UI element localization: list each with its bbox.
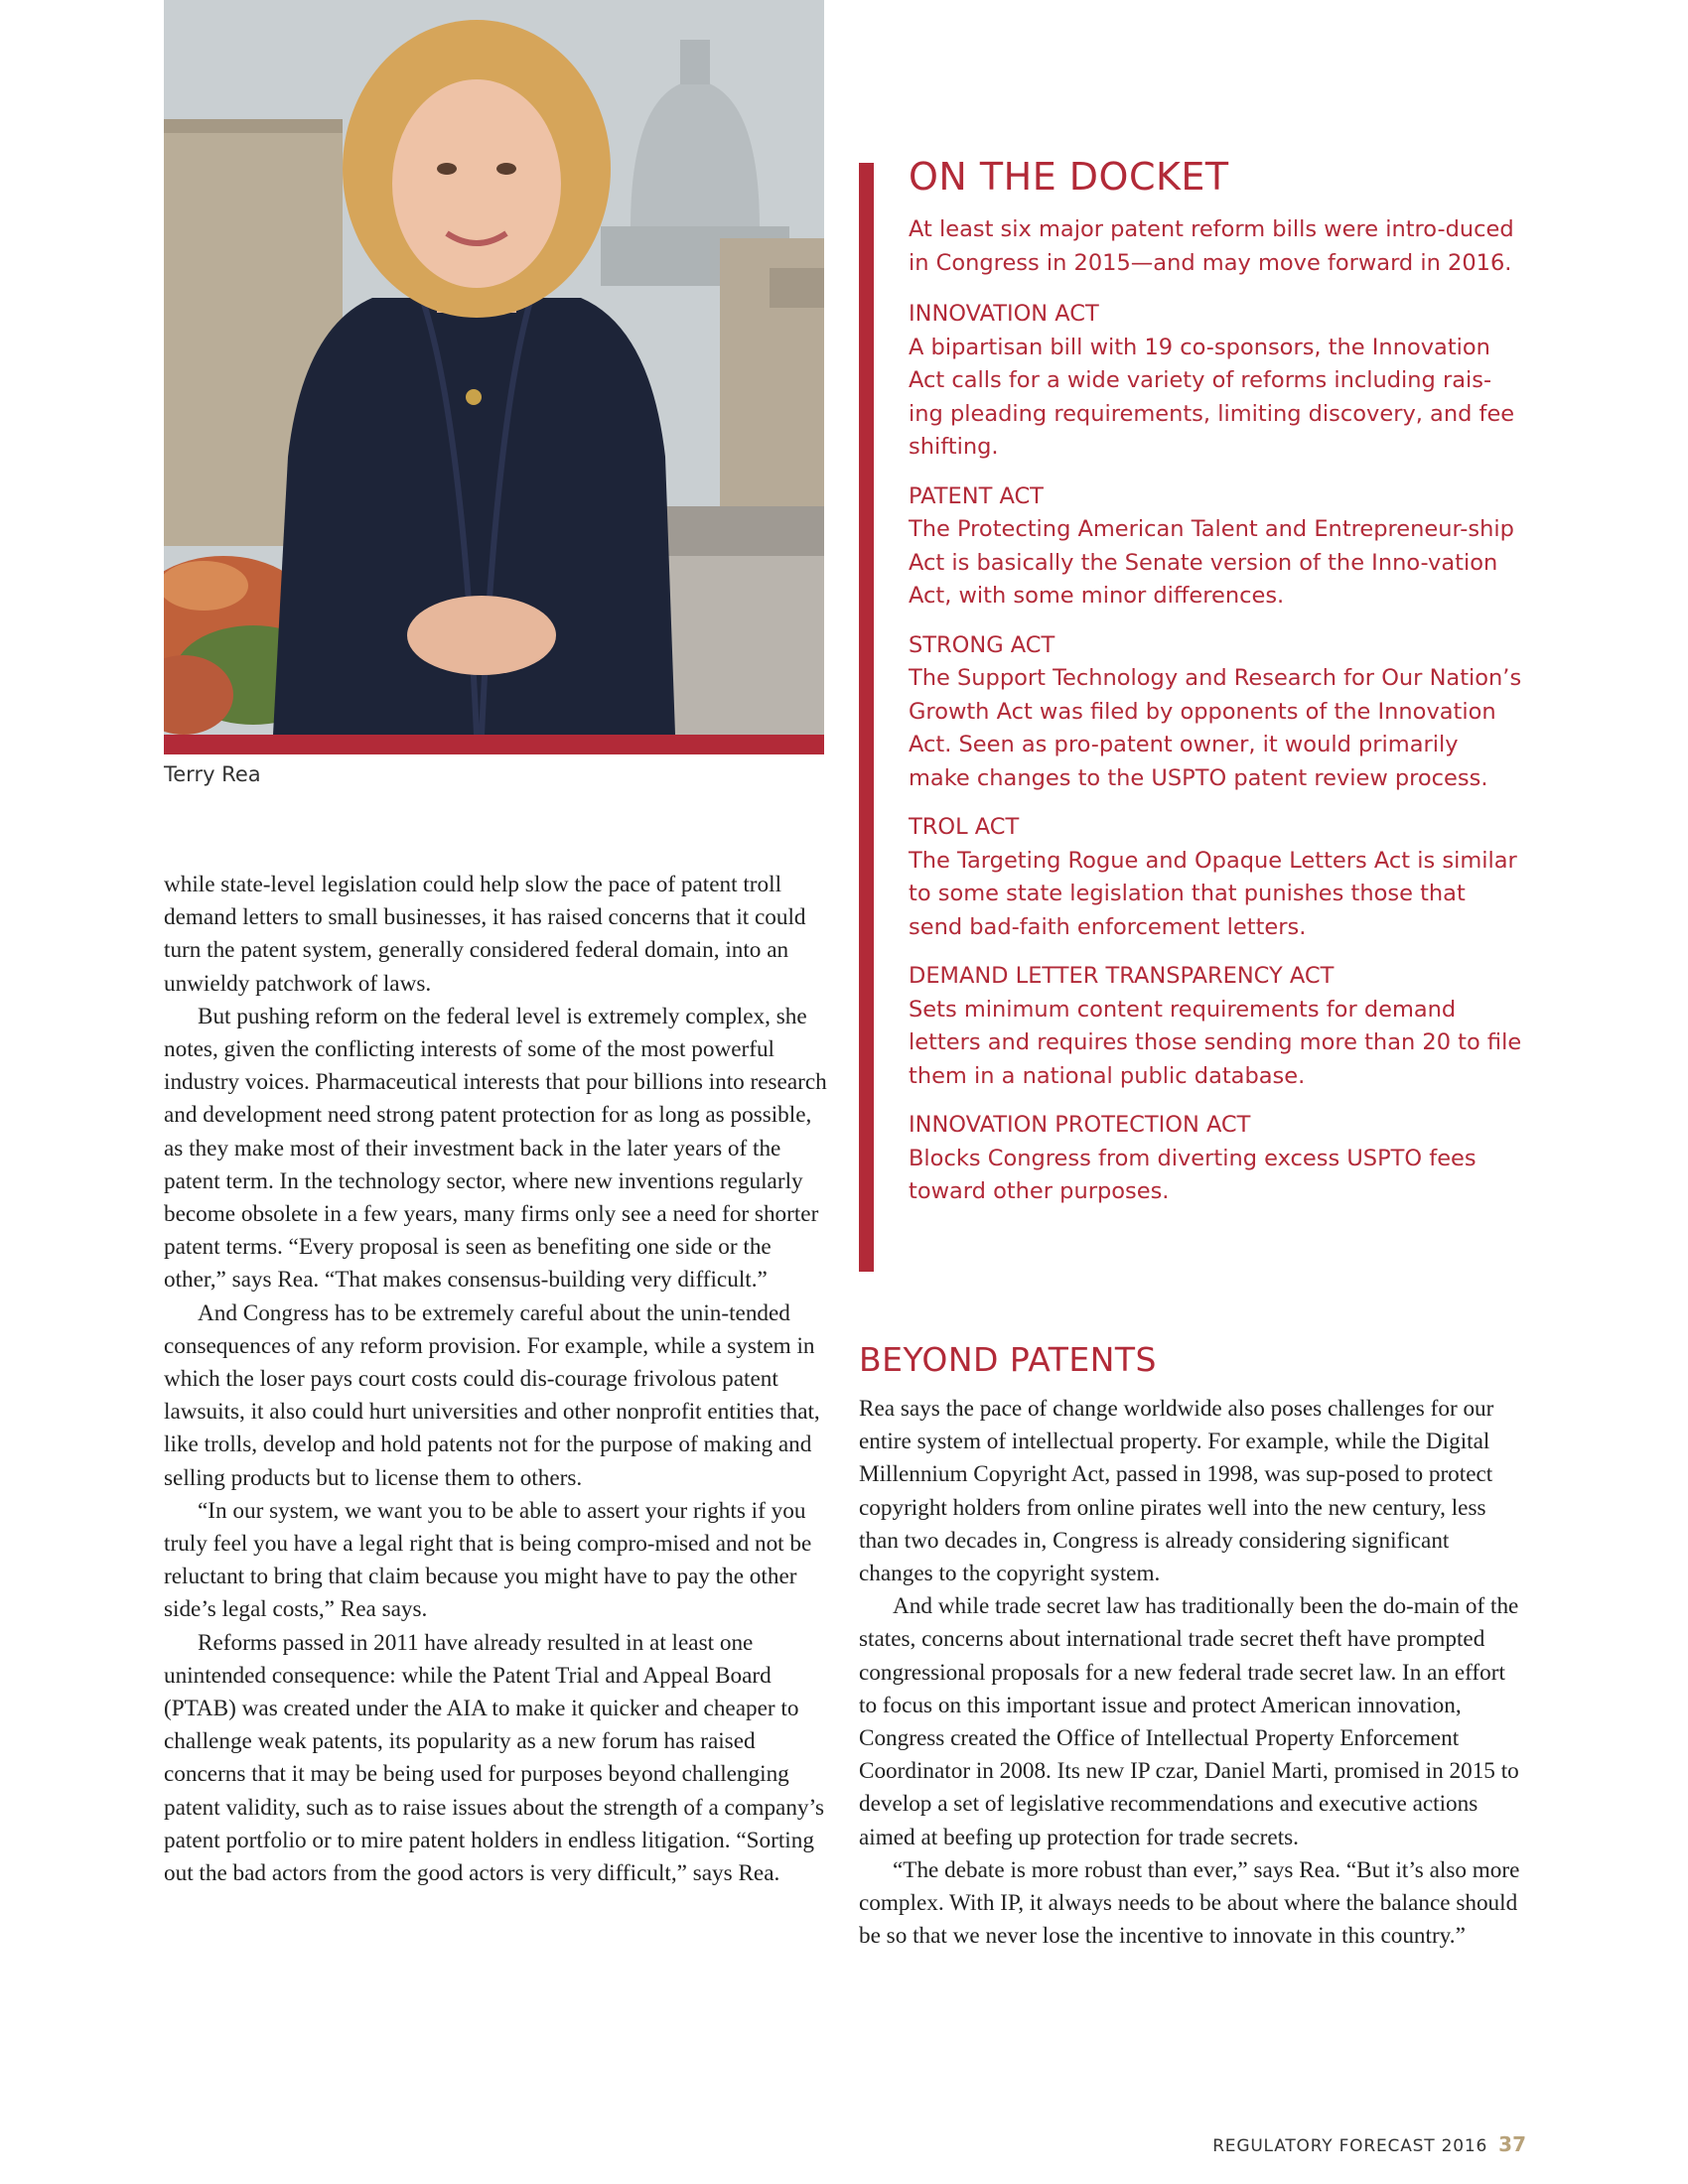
bill-title: INNOVATION PROTECTION ACT <box>909 1112 1251 1138</box>
bill-item <box>909 960 1524 1093</box>
bill-description: The Targeting Rogue and Opaque Letters Act is similar to some state legislation that punishes those that send bad-faith enforcement letters. <box>909 847 1517 940</box>
body-paragraph: “In our system, we want you to be able to assert your rights if you truly feel you have a legal right that is being compro-mised and not be reluctant to bring that claim because you might have to pay the other side’s legal costs,” Rea says. <box>164 1497 812 1623</box>
bill-title: STRONG ACT <box>909 631 1055 658</box>
bill-item <box>909 480 1524 614</box>
photo-rule <box>164 735 824 754</box>
sidebar-title: ON THE DOCKET <box>909 155 1229 199</box>
bill-title: PATENT ACT <box>909 482 1044 509</box>
body-paragraph: And Congress has to be extremely careful about the unin-tended consequences of any reform provision. For example, while a system in which the loser pays court costs could dis-courage frivolous patent lawsuits, it also could hurt universities and other nonprofit entities that, like trolls, develop and hold patents not for the purpose of making and selling products but to license them to others. <box>164 1299 820 1491</box>
sidebar-intro: At least six major patent reform bills were intro-duced in Congress in 2015—and may move forward in 2016. <box>909 216 1514 276</box>
bill-item <box>909 629 1524 796</box>
body-paragraph: But pushing reform on the federal level is extremely complex, she notes, given the conflicting interests of some of the most powerful industry voices. Pharmaceutical interests that pour billions into research and development need strong patent protection for as long as possible, as they make most of their investment back in the later years of the patent term. In the technology sector, where new inventions regularly become obsolete in a few years, many firms only see a need for shorter patent terms. “Every proposal is seen as benefiting one side or the other,” says Rea. “That makes consensus-building very difficult.” <box>164 1003 827 1294</box>
bill-description: The Support Technology and Research for Our Nation’s Growth Act was filed by opponents of the Innovation Act. Seen as pro-patent owner, it would primarily make changes to the USPTO patent review process. <box>909 665 1522 791</box>
section-heading-beyond-patents: BEYOND PATENTS <box>859 1340 1158 1379</box>
bill-item <box>909 811 1524 944</box>
body-paragraph: while state-level legislation could help slow the pace of patent troll demand letters to small businesses, it has raised concerns that it could turn the patent system, generally considered federal domain, into an unwieldy patchwork of laws. <box>164 872 806 997</box>
bill-title: INNOVATION ACT <box>909 301 1099 327</box>
publication-name: REGULATORY FORECAST 2016 <box>1212 2136 1488 2156</box>
bill-description: Blocks Congress from diverting excess USPTO fees toward other purposes. <box>909 1145 1477 1204</box>
body-paragraph: Rea says the pace of change worldwide also poses challenges for our entire system of intellectual property. For example, while the Digital Millennium Copyright Act, passed in 1998, was sup-posed to protect copyright holders from online pirates well into the new century, less than two decades in, Congress is already considering significant changes to the copyright system. <box>859 1396 1494 1587</box>
page-footer <box>1212 2132 1526 2156</box>
sidebar-on-the-docket <box>909 154 1524 1225</box>
portrait-photo <box>164 0 824 735</box>
body-paragraph: “The debate is more robust than ever,” says Rea. “But it’s also more complex. With IP, it always needs to be about where the balance should be so that we never lose the incentive to innovate in this country.” <box>859 1856 1520 1950</box>
sidebar-accent-bar <box>859 163 874 1272</box>
bill-description: Sets minimum content requirements for demand letters and requires those sending more than 20 to file them in a national public database. <box>909 996 1522 1089</box>
left-column-text <box>164 869 829 1890</box>
bill-item <box>909 298 1524 465</box>
page-number: 37 <box>1498 2132 1526 2156</box>
right-column-text <box>859 1393 1526 1953</box>
bill-description: The Protecting American Talent and Entrepreneur-ship Act is basically the Senate version of the Inno-vation Act, with some minor differences. <box>909 516 1514 609</box>
bill-item <box>909 1109 1524 1209</box>
body-paragraph: And while trade secret law has traditionally been the do-main of the states, concerns about international trade secret theft have prompted congressional proposals for a new federal trade secret law. In an effort to focus on this important issue and protect American innovation, Congress created the Office of Intellectual Property Enforcement Coordinator in 2008. Its new IP czar, Daniel Marti, promised in 2015 to develop a set of legislative recommendations and executive actions aimed at beefing up protection for trade secrets. <box>859 1593 1519 1850</box>
body-paragraph: Reforms passed in 2011 have already resulted in at least one unintended consequence: while the Patent Trial and Appeal Board (PTAB) was created under the AIA to make it quicker and cheaper to challenge weak patents, its popularity as a new forum has raised concerns that it may be being used for purposes beyond challenging patent validity, such as to raise issues about the strength of a company’s patent portfolio or to mire patent holders in endless litigation. “Sorting out the bad actors from the good actors is very difficult,” says Rea. <box>164 1629 824 1887</box>
bill-description: A bipartisan bill with 19 co-sponsors, the Innovation Act calls for a wide variety of reforms including rais-ing pleading requirements, limiting discovery, and fee shifting. <box>909 334 1515 460</box>
photo-caption: Terry Rea <box>164 762 261 786</box>
bill-title: TROL ACT <box>909 814 1020 840</box>
bill-title: DEMAND LETTER TRANSPARENCY ACT <box>909 963 1335 989</box>
